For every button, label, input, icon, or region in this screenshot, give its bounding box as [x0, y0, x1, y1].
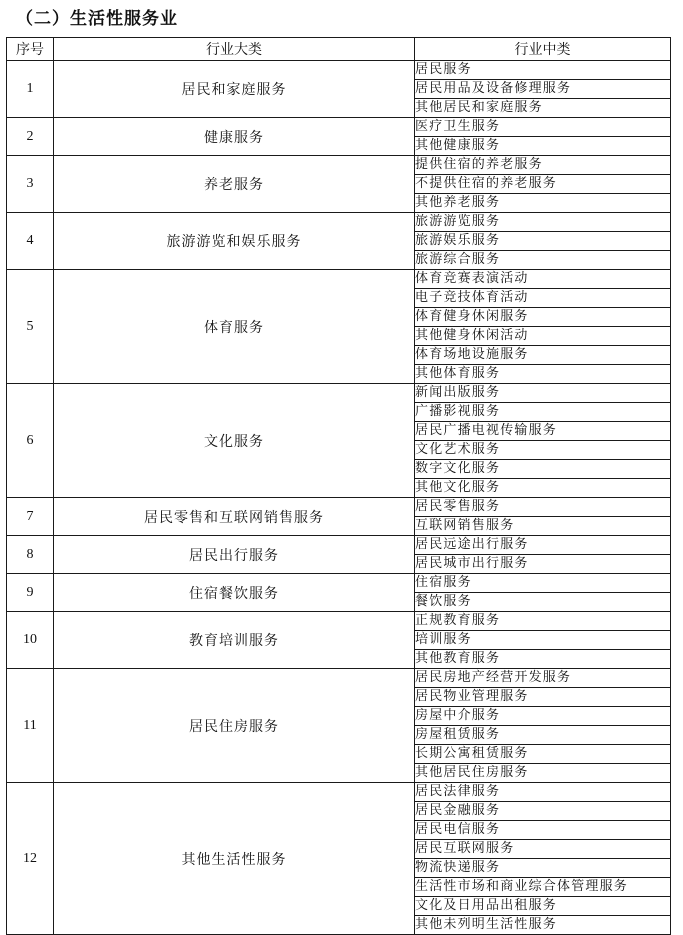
mid-category: 居民物业管理服务: [415, 688, 671, 707]
row-number: 9: [7, 574, 54, 612]
mid-category: 不提供住宿的养老服务: [415, 175, 671, 194]
table-row: [7, 783, 671, 802]
header-mid-category: 行业中类: [415, 38, 671, 61]
major-category: 旅游游览和娱乐服务: [54, 213, 415, 270]
row-number: 12: [7, 783, 54, 935]
mid-category: 住宿服务: [415, 574, 671, 593]
major-category: 健康服务: [54, 118, 415, 156]
table-row: [7, 669, 671, 688]
mid-category: 体育场地设施服务: [415, 346, 671, 365]
mid-category: 文化艺术服务: [415, 441, 671, 460]
mid-category: 其他养老服务: [415, 194, 671, 213]
major-category: 体育服务: [54, 270, 415, 384]
mid-category: 其他居民和家庭服务: [415, 99, 671, 118]
mid-category: 长期公寓租赁服务: [415, 745, 671, 764]
mid-category: 居民房地产经营开发服务: [415, 669, 671, 688]
mid-category: 旅游游览服务: [415, 213, 671, 232]
mid-category: 居民法律服务: [415, 783, 671, 802]
mid-category: 体育竞赛表演活动: [415, 270, 671, 289]
mid-category: 数字文化服务: [415, 460, 671, 479]
mid-category: 居民用品及设备修理服务: [415, 80, 671, 99]
mid-category: 居民服务: [415, 61, 671, 80]
table-row: [7, 213, 671, 232]
table-row: [7, 498, 671, 517]
table-header-row: [7, 38, 671, 61]
major-category: 文化服务: [54, 384, 415, 498]
major-category: 养老服务: [54, 156, 415, 213]
mid-category: 其他教育服务: [415, 650, 671, 669]
mid-category: 培训服务: [415, 631, 671, 650]
row-number: 6: [7, 384, 54, 498]
header-major-category: 行业大类: [54, 38, 415, 61]
mid-category: 正规教育服务: [415, 612, 671, 631]
major-category: 住宿餐饮服务: [54, 574, 415, 612]
mid-category: 居民城市出行服务: [415, 555, 671, 574]
table-row: [7, 118, 671, 137]
row-number: 3: [7, 156, 54, 213]
mid-category: 其他健身休闲活动: [415, 327, 671, 346]
table-row: [7, 574, 671, 593]
row-number: 4: [7, 213, 54, 270]
mid-category: 提供住宿的养老服务: [415, 156, 671, 175]
mid-category: 新闻出版服务: [415, 384, 671, 403]
row-number: 10: [7, 612, 54, 669]
mid-category: 居民金融服务: [415, 802, 671, 821]
mid-category: 居民广播电视传输服务: [415, 422, 671, 441]
mid-category: 广播影视服务: [415, 403, 671, 422]
major-category: 居民住房服务: [54, 669, 415, 783]
table-row: [7, 536, 671, 555]
row-number: 11: [7, 669, 54, 783]
mid-category: 旅游综合服务: [415, 251, 671, 270]
mid-category: 体育健身休闲服务: [415, 308, 671, 327]
table-row: [7, 156, 671, 175]
major-category: 居民和家庭服务: [54, 61, 415, 118]
major-category: 教育培训服务: [54, 612, 415, 669]
mid-category: 互联网销售服务: [415, 517, 671, 536]
mid-category: 餐饮服务: [415, 593, 671, 612]
row-number: 1: [7, 61, 54, 118]
mid-category: 医疗卫生服务: [415, 118, 671, 137]
table-row: [7, 61, 671, 80]
mid-category: 居民互联网服务: [415, 840, 671, 859]
table-body: [7, 61, 671, 935]
table-row: [7, 612, 671, 631]
mid-category: 旅游娱乐服务: [415, 232, 671, 251]
mid-category: 居民远途出行服务: [415, 536, 671, 555]
mid-category: 居民电信服务: [415, 821, 671, 840]
mid-category: 房屋租赁服务: [415, 726, 671, 745]
row-number: 8: [7, 536, 54, 574]
mid-category: 其他文化服务: [415, 479, 671, 498]
industry-table: [6, 37, 671, 935]
row-number: 5: [7, 270, 54, 384]
header-no: 序号: [7, 38, 54, 61]
row-number: 2: [7, 118, 54, 156]
section-title: （二）生活性服务业: [16, 9, 178, 29]
mid-category: 居民零售服务: [415, 498, 671, 517]
mid-category: 其他居民住房服务: [415, 764, 671, 783]
mid-category: 其他未列明生活性服务: [415, 916, 671, 935]
table-row: [7, 384, 671, 403]
table-row: [7, 270, 671, 289]
major-category: 居民出行服务: [54, 536, 415, 574]
mid-category: 生活性市场和商业综合体管理服务: [415, 878, 671, 897]
mid-category: 其他体育服务: [415, 365, 671, 384]
mid-category: 电子竞技体育活动: [415, 289, 671, 308]
major-category: 其他生活性服务: [54, 783, 415, 935]
major-category: 居民零售和互联网销售服务: [54, 498, 415, 536]
mid-category: 房屋中介服务: [415, 707, 671, 726]
row-number: 7: [7, 498, 54, 536]
mid-category: 物流快递服务: [415, 859, 671, 878]
mid-category: 其他健康服务: [415, 137, 671, 156]
mid-category: 文化及日用品出租服务: [415, 897, 671, 916]
